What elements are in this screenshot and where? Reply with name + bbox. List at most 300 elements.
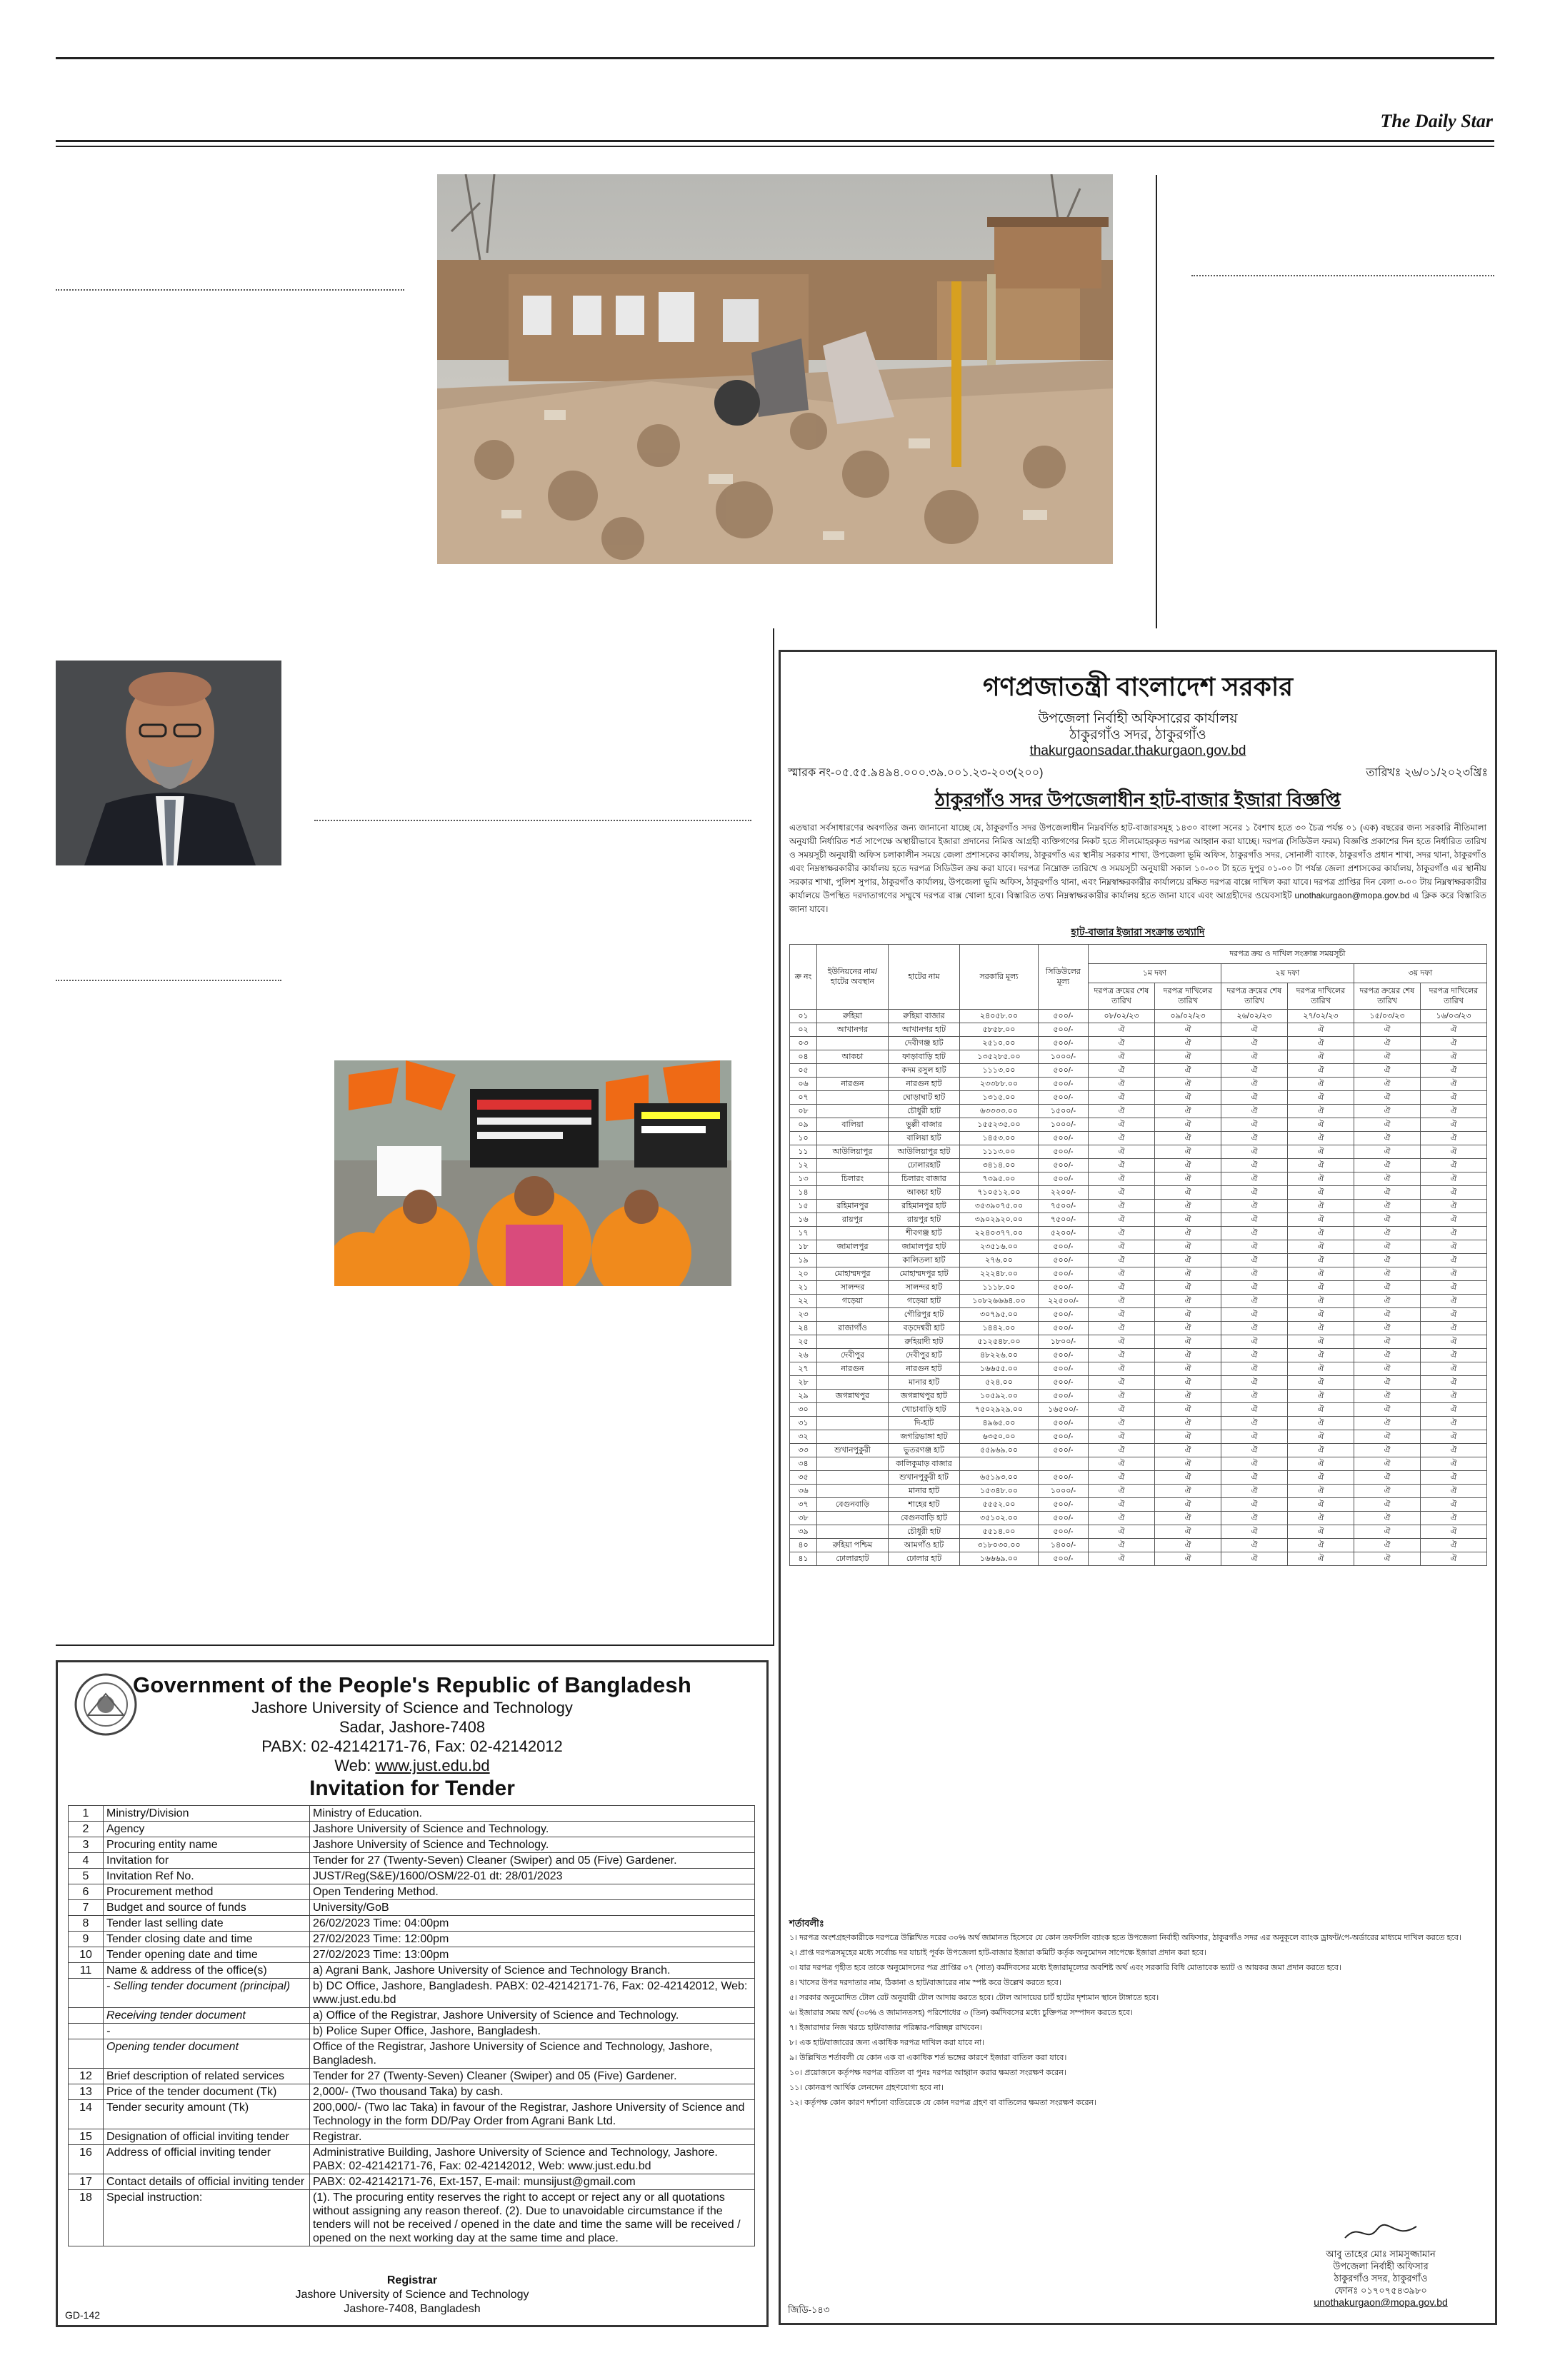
lease-cell-date: ঐ (1288, 1281, 1354, 1295)
tender-row-number: 9 (69, 1932, 104, 1947)
tender-row-label: Tender last selling date (104, 1916, 310, 1932)
lease-cell-p: ১৫৩৪৮.০০ (960, 1485, 1039, 1498)
tender-title: Invitation for Tender (309, 1777, 515, 1800)
lease-table-row (790, 1308, 1487, 1322)
handwritten-signature (1338, 2219, 1424, 2245)
lease-table-row (790, 1362, 1487, 1376)
bengali-notice-paragraph: এতদ্বারা সর্বসাধারণের অবগতির জন্য জানানো যাচ্ছে যে, ঠাকুরগাঁও সদর উপজেলাধীন নিম্নবর্ণিত হাট-বাজারসমূহ ১৪৩০ বাংলা সনের ১ বৈশাখ হতে ৩০ চৈত্র পর্যন্ত ০১ (এক) বছরের জন্য সরকারি নীতিমালা অনুযায়ী নির্ধারিত শর্ত সাপেক্ষে অস্থায়ীভাবে ইজারা প্রদানের নিমিত্ত আগ্রহী ব্যক্তিগণের নিকট হতে সীলমোহরকৃত দরপত্র আহ্বান করা যাচ্ছে। দরপত্র (সিডিউল ফরম) বিজ্ঞপ্তি প্রকাশের দিন হতে নির্ধারিত তারিখ ও সময়সূচী অনুযায়ী অফিস চলাকালীন সময়ে জেলা প্রশাসকের কার্যালয়, ঠাকুরগাঁও এর স্থানীয় সরকার শাখা, উপজেলা ভূমি অফিস, ঠাকুরগাঁও সদর, সোনালী ব্যাংক, ঠাকুরগাঁও প্রধান শাখা, সদর থানা, ঠাকুরগাঁও এবং নিম্নস্বাক্ষরকারীর কার্যালয় হতে দরপত্র সিডিউল ক্রয় করা যাবে। দরপত্র নিম্নোক্ত তারিখে ও সময়সূচী অনুযায়ী সকাল ১০-০০ টা হতে দুপুর ০১-০০ টা পর্যন্ত জেলা প্রশাসকের কার্যালয়, ঠাকুরগাঁও এর স্থানীয় সরকার শাখা, পুলিশ সুপার, ঠাকুরগাঁও কার্যালয়, উপজেলা ভূমি অফিস, ঠাকুরগাঁও থানা, এবং নিম্নস্বাক্ষরকারীর কার্যালয়ে রক্ষিত দরপত্র বাক্সে দাখিল করা যাবে। দরপত্র প্রাপ্তির দিন বেলা ৩-০০ টায় নিম্নস্বাক্ষরকারীর কার্যালয়ে উপস্থিত দরদাতাগণের সম্মুখে দরপত্র বাক্স খোলা হবে। বিস্তারিত তথ্য নিম্নস্বাক্ষরকারীর কার্যালয় হতে জানা যাবে এবং আগ্রহীদের ওয়েবসাইট unothakurgaon@mopa.gov.bd এ ক্লিক করে বিস্তারিত জানা যাবে। (789, 823, 1486, 914)
lease-cell-h: ভুল্লী বাজার (889, 1118, 960, 1132)
lease-cell-date: ঐ (1089, 1457, 1155, 1471)
lease-table-row (790, 1525, 1487, 1539)
term-item: ১০। প্রয়োজনে কর্তৃপক্ষ দরপত্র বাতিল বা পুনঃ দরপত্র আহ্বান করার ক্ষমতা সংরক্ষণ করেন। (789, 2069, 1066, 2077)
lease-cell-date: ঐ (1354, 1186, 1421, 1200)
lease-cell-s: ৫০০/- (1039, 1498, 1089, 1512)
lease-cell-u: আখানগর (817, 1023, 889, 1037)
lease-cell-date: ঐ (1221, 1213, 1288, 1227)
lease-cell-u: আকচা (817, 1050, 889, 1064)
lease-cell-date: ঐ (1288, 1295, 1354, 1308)
tender-table-row (69, 2145, 755, 2174)
lease-cell-u (817, 1430, 889, 1444)
tender-row-number (69, 2008, 104, 2024)
lease-cell-n: ২৪ (790, 1322, 817, 1335)
lease-cell-n: ৪১ (790, 1552, 817, 1566)
lease-cell-n: ০৪ (790, 1050, 817, 1064)
lease-cell-date: ঐ (1221, 1539, 1288, 1552)
lease-cell-date: ঐ (1288, 1145, 1354, 1159)
lease-cell-date: ঐ (1089, 1498, 1155, 1512)
lease-cell-s: ১০০০/- (1039, 1050, 1089, 1064)
lease-cell-date: ঐ (1089, 1552, 1155, 1566)
bengali-notice-title: ঠাকুরগাঁও সদর উপজেলাধীন হাট-বাজার ইজারা বিজ্ঞপ্তি (935, 789, 1341, 810)
lease-cell-date: ঐ (1089, 1145, 1155, 1159)
lease-cell-date: ঐ (1288, 1159, 1354, 1173)
tender-row-number: 13 (69, 2084, 104, 2100)
tender-row-label: Tender security amount (Tk) (104, 2100, 310, 2129)
lease-cell-u: রাজাগাঁও (817, 1322, 889, 1335)
lease-cell-date: ২৬/০২/২৩ (1221, 1010, 1288, 1023)
lease-cell-u (817, 1417, 889, 1430)
lease-cell-date: ঐ (1089, 1267, 1155, 1281)
tender-row-value: a) Office of the Registrar, Jashore University of Science and Technology. (310, 2008, 755, 2024)
lease-cell-date: ঐ (1155, 1403, 1221, 1417)
lease-cell-date: ঐ (1155, 1091, 1221, 1105)
lease-cell-u: গড়েয়া (817, 1295, 889, 1308)
lease-cell-date: ঐ (1221, 1430, 1288, 1444)
tender-table-row (69, 2129, 755, 2145)
tender-row-value: Open Tendering Method. (310, 1884, 755, 1900)
lease-table-header: সরকারি মূল্য (960, 945, 1039, 1010)
lease-cell-h: সালন্দর হাট (889, 1281, 960, 1295)
lease-cell-date: ঐ (1221, 1335, 1288, 1349)
lease-table-row (790, 1173, 1487, 1186)
lease-cell-date: ঐ (1288, 1023, 1354, 1037)
lease-cell-date: ঐ (1288, 1376, 1354, 1390)
lease-cell-date: ঐ (1155, 1322, 1221, 1335)
term-item: ৫। সরকার অনুমোদিত টোল রেট অনুযায়ী টোল আদায় করতে হবে। টোল আদায়ের চার্ট হাটের দৃশ্যমান স্থানে টাঙ্গাতে হবে। (789, 1994, 1159, 2002)
lease-cell-u: দেবীপুর (817, 1349, 889, 1362)
footer-title: Registrar (386, 2274, 438, 2286)
lease-cell-p: ৫৫১৪.০০ (960, 1525, 1039, 1539)
lease-cell-p: ১১১৩.০০ (960, 1145, 1039, 1159)
lease-cell-date: ঐ (1288, 1227, 1354, 1240)
lease-cell-n: ২০ (790, 1267, 817, 1281)
lease-table-row (790, 1010, 1487, 1023)
lease-cell-date: ঐ (1354, 1295, 1421, 1308)
tender-row-value: Office of the Registrar, Jashore University of Science and Technology, Jashore, Bangladesh. (310, 2039, 755, 2069)
lease-cell-date: ঐ (1221, 1078, 1288, 1091)
lease-table-row (790, 1200, 1487, 1213)
lease-cell-n: ৪০ (790, 1539, 817, 1552)
tender-row-number: 16 (69, 2145, 104, 2174)
lease-cell-date: ঐ (1221, 1485, 1288, 1498)
lease-cell-date: ঐ (1354, 1322, 1421, 1335)
signatory-email[interactable]: unothakurgaon@mopa.gov.bd (1314, 2296, 1448, 2308)
lease-cell-date: ঐ (1354, 1444, 1421, 1457)
column-rule-top (1156, 175, 1157, 628)
lease-cell-date: ঐ (1155, 1145, 1221, 1159)
lease-cell-date: ঐ (1089, 1037, 1155, 1050)
top-rule (56, 57, 1494, 59)
lease-cell-date: ঐ (1288, 1335, 1354, 1349)
lease-cell-date: ঐ (1089, 1064, 1155, 1078)
lease-cell-p: ৭৫০২৯২৯.০০ (960, 1403, 1039, 1417)
lease-cell-p: ১১১৮.০০ (960, 1281, 1039, 1295)
bengali-web-link[interactable]: thakurgaonsadar.thakurgaon.gov.bd (1029, 743, 1246, 758)
lease-cell-h: মোহাম্মদপুর হাট (889, 1267, 960, 1281)
tender-row-value: University/GoB (310, 1900, 755, 1916)
lease-cell-h: বেগুনবাড়ি হাট (889, 1512, 960, 1525)
lease-cell-date: ঐ (1421, 1444, 1487, 1457)
lease-cell-date: ঐ (1288, 1050, 1354, 1064)
lease-cell-date: ঐ (1221, 1037, 1288, 1050)
lease-cell-s: ৫০০/- (1039, 1552, 1089, 1566)
lease-table-header: সিডিউলের মূল্য (1039, 945, 1089, 1010)
lease-cell-u: আউলিয়াপুর (817, 1145, 889, 1159)
lease-cell-date: ঐ (1288, 1078, 1354, 1091)
term-item: ১। দরপত্র অংশগ্রহণকারীকে দরপত্রে উল্লিখিত দরের ৩০% অর্থ জামানত হিসেবে যে কোন তফসিলি ব্যাংক হতে উপজেলা নির্বাহী অফিসার, ঠাকুরগাঁও সদর এর অনুকূলে ব্যাংক ড্রাফট/পে-অর্ডারের মাধ্যমে দাখিল করতে হবে। (789, 1934, 1461, 1942)
lease-table-row (790, 1132, 1487, 1145)
lease-cell-date: ঐ (1354, 1159, 1421, 1173)
tender-row-label: Ministry/Division (104, 1806, 310, 1822)
lease-cell-date: ঐ (1421, 1227, 1487, 1240)
lease-cell-n: ৩৪ (790, 1457, 817, 1471)
tender-table-row (69, 1837, 755, 1853)
tender-table-row (69, 2069, 755, 2084)
lease-cell-date: ঐ (1221, 1525, 1288, 1539)
lease-cell-p: ১১১৩.০০ (960, 1064, 1039, 1078)
tender-table-row (69, 1822, 755, 1837)
lease-cell-u (817, 1525, 889, 1539)
tender-table (68, 1805, 755, 2246)
memo-line (781, 759, 1495, 783)
lease-cell-date: ঐ (1288, 1403, 1354, 1417)
lease-cell-date: ঐ (1089, 1444, 1155, 1457)
tender-row-value: b) Police Super Office, Jashore, Bangladesh. (310, 2024, 755, 2039)
lease-table-phase-header: ৩য় দফা (1354, 964, 1487, 983)
lease-table-row (790, 1118, 1487, 1132)
lease-cell-date: ঐ (1155, 1118, 1221, 1132)
lease-cell-date: ঐ (1155, 1430, 1221, 1444)
lease-cell-date: ঐ (1155, 1023, 1221, 1037)
lease-cell-s: ৫০০/- (1039, 1037, 1089, 1050)
lease-cell-date: ঐ (1155, 1064, 1221, 1078)
bengali-table-title: হাট-বাজার ইজারা সংক্রান্ত তথ্যাদি (1071, 926, 1205, 938)
lease-cell-date: ঐ (1089, 1525, 1155, 1539)
lease-cell-n: ১৩ (790, 1173, 817, 1186)
lease-cell-date: ঐ (1421, 1213, 1487, 1227)
lease-cell-p: ৩১৮০৩০.০০ (960, 1539, 1039, 1552)
tender-row-label: Price of the tender document (Tk) (104, 2084, 310, 2100)
lease-cell-date: ঐ (1354, 1552, 1421, 1566)
lease-table-row (790, 1213, 1487, 1227)
lease-cell-n: ১৮ (790, 1240, 817, 1254)
lease-cell-date: ঐ (1421, 1281, 1487, 1295)
lease-cell-date: ০৯/০২/২৩ (1155, 1010, 1221, 1023)
lease-cell-date: ঐ (1089, 1213, 1155, 1227)
lease-cell-u (817, 1457, 889, 1471)
tender-row-number: 6 (69, 1884, 104, 1900)
signatory-phone: ফোনঃ ০১৭০৭৫৪৩৯৮০ (1334, 2285, 1427, 2296)
lease-cell-date: ঐ (1288, 1037, 1354, 1050)
government-heading: Government of the People's Republic of Bangladesh (133, 1672, 691, 1697)
lease-cell-date: ঐ (1354, 1227, 1421, 1240)
lease-cell-u (817, 1091, 889, 1105)
lease-cell-date: ঐ (1089, 1240, 1155, 1254)
tender-row-number (69, 1979, 104, 2008)
lease-cell-s: ৫০০/- (1039, 1267, 1089, 1281)
lease-cell-date: ঐ (1089, 1186, 1155, 1200)
lease-cell-date: ঐ (1089, 1376, 1155, 1390)
lease-cell-date: ঐ (1421, 1308, 1487, 1322)
tender-row-label: Contact details of official inviting tender (104, 2174, 310, 2190)
lease-cell-date: ঐ (1288, 1064, 1354, 1078)
tender-row-number (69, 2039, 104, 2069)
lease-cell-n: ১৫ (790, 1200, 817, 1213)
tender-header (58, 1662, 766, 1801)
tender-row-label: Opening tender document (104, 2039, 310, 2069)
tender-row-value: (1). The procuring entity reserves the right to accept or reject any or all quotations without assigning any reason thereof. (2). Due to unavoidable circumstance if the tenders will not be received / opened in the date and time the same will be received / opened on the next working day at the same time and place. (310, 2190, 755, 2246)
lease-cell-h: রহিমানপুর হাট (889, 1200, 960, 1213)
tender-row-number: 8 (69, 1916, 104, 1932)
lease-cell-date: ঐ (1354, 1064, 1421, 1078)
lease-table-header: ক্র নং (790, 945, 817, 1010)
lease-cell-u: জামালপুর (817, 1240, 889, 1254)
lease-cell-date: ঐ (1354, 1037, 1421, 1050)
lease-cell-date: ঐ (1421, 1349, 1487, 1362)
bengali-code: জিডি-১৪৩ (788, 2304, 830, 2315)
lease-cell-u: ঢোলারহাট (817, 1552, 889, 1566)
lease-cell-u (817, 1403, 889, 1417)
lease-cell-h: দি-হাট (889, 1417, 960, 1430)
lease-cell-date: ঐ (1421, 1430, 1487, 1444)
lease-cell-h: ঢোলার হাট (889, 1552, 960, 1566)
lease-cell-date: ঐ (1354, 1362, 1421, 1376)
tender-table-row (69, 1963, 755, 1979)
lease-cell-date: ঐ (1421, 1267, 1487, 1281)
lease-table-row (790, 1430, 1487, 1444)
tender-row-label: Agency (104, 1822, 310, 1837)
lease-cell-date: ঐ (1421, 1512, 1487, 1525)
lease-cell-h: নারগুন হাট (889, 1078, 960, 1091)
lease-cell-h: খোচাবাড়ি হাট (889, 1403, 960, 1417)
lease-cell-date: ঐ (1155, 1050, 1221, 1064)
lease-cell-n: ২৫ (790, 1335, 817, 1349)
signatory-place: ঠাকুরগাঁও সদর, ঠাকুরগাঁও (1334, 2273, 1428, 2284)
lease-cell-date: ঐ (1089, 1132, 1155, 1145)
lease-table-row (790, 1322, 1487, 1335)
lease-cell-s: ৫০০/- (1039, 1362, 1089, 1376)
lease-cell-p: ৫৫৯৬৯.০০ (960, 1444, 1039, 1457)
tender-row-value: 26/02/2023 Time: 04:00pm (310, 1916, 755, 1932)
lease-cell-date: ঐ (1288, 1444, 1354, 1457)
lease-cell-date: ঐ (1089, 1349, 1155, 1362)
lease-cell-u (817, 1105, 889, 1118)
lease-cell-p: ১৩৫২৮৫.০০ (960, 1050, 1039, 1064)
lease-cell-n: ২৩ (790, 1308, 817, 1322)
tender-row-value: Registrar. (310, 2129, 755, 2145)
lease-cell-date: ঐ (1288, 1485, 1354, 1498)
lease-cell-n: ৩৬ (790, 1485, 817, 1498)
lease-cell-n: ২১ (790, 1281, 817, 1295)
lease-cell-p: ৫৫৫২.০০ (960, 1498, 1039, 1512)
tender-row-value: PABX: 02-42142171-76, Ext-157, E-mail: munsijust@gmail.com (310, 2174, 755, 2190)
lease-cell-date: ঐ (1221, 1362, 1288, 1376)
lease-cell-n: ১২ (790, 1159, 817, 1173)
lease-cell-date: ঐ (1421, 1403, 1487, 1417)
lease-cell-date: ঐ (1421, 1471, 1487, 1485)
tender-code: GD-142 (65, 2309, 101, 2321)
lease-cell-date: ঐ (1354, 1512, 1421, 1525)
lease-cell-date: ঐ (1354, 1417, 1421, 1430)
lease-cell-s: ১৫০০/- (1039, 1105, 1089, 1118)
lease-cell-date: ঐ (1421, 1525, 1487, 1539)
lease-cell-h: বালিয়া হাট (889, 1132, 960, 1145)
lease-cell-h: জগন্নাথপুর হাট (889, 1390, 960, 1403)
tender-row-label: Designation of official inviting tender (104, 2129, 310, 2145)
lease-cell-date: ঐ (1288, 1525, 1354, 1539)
lease-cell-s: ৫২০০/- (1039, 1227, 1089, 1240)
lease-cell-date: ঐ (1288, 1200, 1354, 1213)
lease-cell-date: ঐ (1221, 1132, 1288, 1145)
lease-cell-date: ঐ (1221, 1105, 1288, 1118)
lease-cell-p: ৭৩৯৫.০০ (960, 1173, 1039, 1186)
lease-cell-date: ঐ (1155, 1295, 1221, 1308)
tender-row-label: Invitation for (104, 1853, 310, 1869)
lease-cell-u: জগন্নাথপুর (817, 1390, 889, 1403)
lease-cell-date: ঐ (1288, 1362, 1354, 1376)
lease-cell-date: ঐ (1421, 1173, 1487, 1186)
lease-cell-date: ঐ (1221, 1349, 1288, 1362)
lease-cell-date: ঐ (1089, 1173, 1155, 1186)
masthead-rule-upper (56, 140, 1494, 142)
lease-cell-s: ৭৫০০/- (1039, 1213, 1089, 1227)
lease-cell-s: ৫০০/- (1039, 1349, 1089, 1362)
lease-cell-date: ঐ (1354, 1105, 1421, 1118)
university-web-link[interactable]: www.just.edu.bd (375, 1757, 490, 1774)
lease-cell-date: ঐ (1421, 1186, 1487, 1200)
lease-cell-s: ৫০০/- (1039, 1145, 1089, 1159)
tender-row-value: b) DC Office, Jashore, Bangladesh. PABX: 02-42142171-76, Fax: 02-42142012, Web: www.just.edu.bd (310, 1979, 755, 2008)
tender-top-rule (56, 1645, 773, 1646)
lease-cell-u (817, 1512, 889, 1525)
lease-cell-date: ঐ (1089, 1308, 1155, 1322)
lease-cell-h: রুহিয়াদী হাট (889, 1335, 960, 1349)
web-label: Web: (334, 1757, 376, 1774)
lease-cell-date: ঐ (1089, 1390, 1155, 1403)
lease-cell-s: ৫০০/- (1039, 1281, 1089, 1295)
tender-row-number: 11 (69, 1963, 104, 1979)
term-item: ২। প্রাপ্ত দরপত্রসমূহের মধ্যে সর্বোচ্চ দর যাচাই পূর্বক উপজেলা হাট-বাজার ইজারা কমিটি কর্তৃক অনুমোদন সাপেক্ষে ইজারা প্রদান করা হবে। (789, 1949, 1206, 1957)
footer-line-1: Jashore University of Science and Technology (295, 2289, 529, 2301)
tender-table-row (69, 1932, 755, 1947)
tender-row-number (69, 2024, 104, 2039)
lease-cell-h: দেবীপুর হাট (889, 1349, 960, 1362)
tender-table-row (69, 1884, 755, 1900)
lease-cell-s: ৫০০/- (1039, 1471, 1089, 1485)
lease-cell-date: ঐ (1221, 1050, 1288, 1064)
lease-cell-p: ৩৪১৪.০০ (960, 1159, 1039, 1173)
lease-cell-u: রুহিয়া (817, 1010, 889, 1023)
lease-cell-date: ১৬/০৩/২৩ (1421, 1010, 1487, 1023)
lease-cell-p: ২৫১০.০০ (960, 1037, 1039, 1050)
tender-row-number: 7 (69, 1900, 104, 1916)
lease-cell-date: ঐ (1288, 1091, 1354, 1105)
lease-cell-date: ঐ (1221, 1118, 1288, 1132)
lease-cell-u (817, 1335, 889, 1349)
lease-cell-date: ঐ (1421, 1322, 1487, 1335)
lease-cell-date: ঐ (1221, 1512, 1288, 1525)
lease-cell-n: ২৯ (790, 1390, 817, 1403)
lease-cell-date: ঐ (1221, 1552, 1288, 1566)
lease-cell-date: ঐ (1155, 1227, 1221, 1240)
term-item: ৯। উল্লিখিত শর্তাবলী যে কোন এক বা একাধিক শর্ত ভঙ্গের কারণে ইজারা বাতিল করা যাবে। (789, 2054, 1067, 2062)
lease-cell-p: ২৩৩৮৮.০০ (960, 1078, 1039, 1091)
lease-cell-p: ১৬৬৬৯.০০ (960, 1552, 1039, 1566)
lease-cell-date: ঐ (1288, 1457, 1354, 1471)
lease-cell-date: ঐ (1354, 1213, 1421, 1227)
tender-row-label: Receiving tender document (104, 2008, 310, 2024)
lease-cell-date: ঐ (1354, 1457, 1421, 1471)
tender-table-row (69, 1853, 755, 1869)
lease-cell-date: ঐ (1155, 1457, 1221, 1471)
term-item: ১২। কর্তৃপক্ষ কোন কারণ দর্শানো ব্যতিরেকে যে কোন দরপত্র গ্রহণ বা বাতিলের ক্ষমতা সংরক্ষণ করেন। (789, 2099, 1096, 2107)
lease-cell-p: ১৬৬৫৫.০০ (960, 1362, 1039, 1376)
tender-row-number: 3 (69, 1837, 104, 1853)
lease-cell-date: ঐ (1155, 1349, 1221, 1362)
lease-table-row (790, 1064, 1487, 1078)
lease-cell-date: ঐ (1421, 1064, 1487, 1078)
lease-cell-date: ঐ (1221, 1498, 1288, 1512)
lease-table-row (790, 1349, 1487, 1362)
lease-cell-date: ঐ (1089, 1335, 1155, 1349)
lease-cell-date: ঐ (1421, 1498, 1487, 1512)
lease-cell-date: ঐ (1155, 1552, 1221, 1566)
lease-cell-date: ঐ (1155, 1105, 1221, 1118)
lease-cell-date: ঐ (1421, 1023, 1487, 1037)
lease-cell-n: ২৬ (790, 1349, 817, 1362)
lease-cell-h: নারগুন হাট (889, 1362, 960, 1376)
bengali-lease-notice (779, 650, 1497, 2325)
lease-cell-p: ৬৫১৯৩.০০ (960, 1471, 1039, 1485)
tender-row-value: a) Agrani Bank, Jashore University of Science and Technology Branch. (310, 1963, 755, 1979)
university-name: Jashore University of Science and Technology (251, 1699, 573, 1717)
lease-cell-date: ঐ (1221, 1322, 1288, 1335)
lease-table-row (790, 1485, 1487, 1498)
lease-cell-u (817, 1132, 889, 1145)
lease-table-subheader: দরপত্র দাখিলের তারিখ (1421, 983, 1487, 1010)
lease-cell-date: ঐ (1354, 1471, 1421, 1485)
lease-cell-date: ঐ (1421, 1539, 1487, 1552)
lease-cell-date: ঐ (1421, 1295, 1487, 1308)
lease-cell-date: ঐ (1221, 1281, 1288, 1295)
lease-table-row (790, 1145, 1487, 1159)
lease-table (789, 944, 1487, 1566)
lease-cell-n: ৩৩ (790, 1444, 817, 1457)
tender-row-number: 1 (69, 1806, 104, 1822)
lease-table-subheader: দরপত্র ক্রয়ের শেষ তারিখ (1089, 983, 1155, 1010)
column-rule-middle (773, 628, 774, 1646)
lease-cell-h: মানার হাট (889, 1376, 960, 1390)
lease-cell-h: মানার হাট (889, 1485, 960, 1498)
lease-cell-u (817, 1471, 889, 1485)
tender-row-value: 27/02/2023 Time: 13:00pm (310, 1947, 755, 1963)
lease-cell-date: ২৭/০২/২৩ (1288, 1010, 1354, 1023)
lease-cell-date: ঐ (1354, 1091, 1421, 1105)
lease-cell-s: ৫০০/- (1039, 1308, 1089, 1322)
lease-cell-s: ১০০০/- (1039, 1485, 1089, 1498)
term-item: ৪। খাসের উপর দরদাতার নাম, ঠিকানা ও হাট/বাজারের নাম স্পষ্ট করে উল্লেখ করতে হবে। (789, 1979, 1061, 1987)
lease-table-row (790, 1186, 1487, 1200)
